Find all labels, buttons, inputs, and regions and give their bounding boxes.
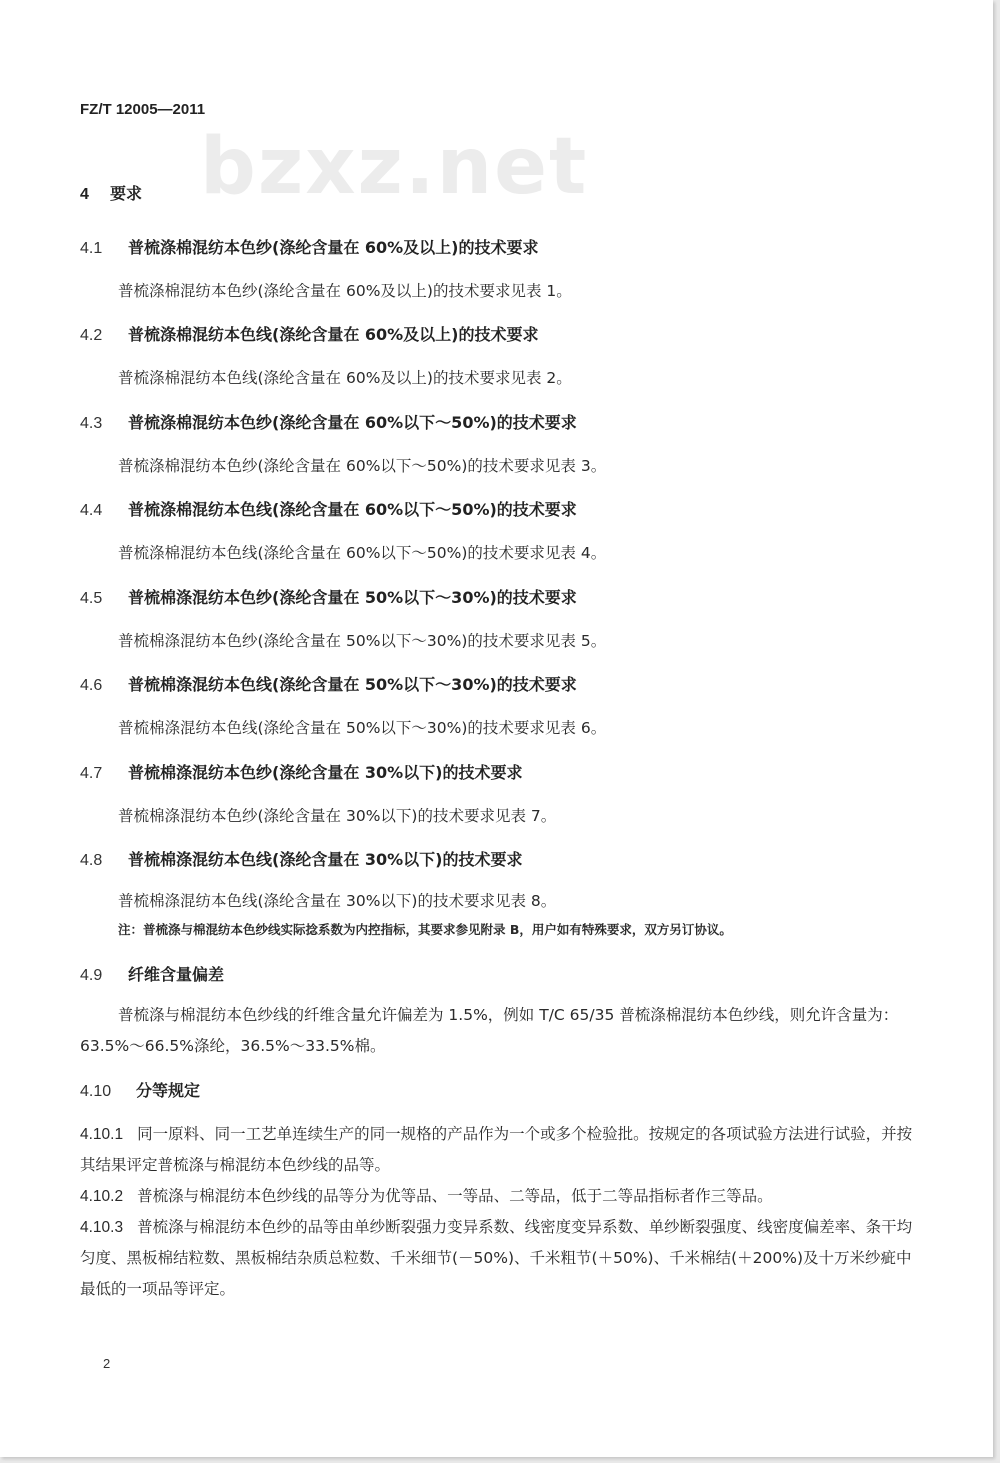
subsection-number: 4.9 — [80, 967, 103, 984]
subsection-number: 4.5 — [80, 590, 103, 607]
subsection-heading — [80, 410, 577, 433]
subsection-number: 4.1 — [80, 240, 103, 257]
section-title: 要求 — [110, 184, 143, 203]
subsection-heading — [80, 235, 539, 258]
subsection-heading — [80, 672, 577, 695]
subsection-title: 普梳棉涤混纺本色纱(涤纶含量在 30%以下)的技术要求 — [128, 763, 523, 782]
watermark: bzxz.net — [200, 122, 589, 212]
subsection-title: 纤维含量偏差 — [128, 965, 225, 984]
subsection-body: 普梳棉涤混纺本色纱(涤纶含量在 50%以下～30%)的技术要求见表 5。 — [118, 632, 607, 650]
subsection-body: 普梳涤棉混纺本色纱(涤纶含量在 60%及以上)的技术要求见表 1。 — [118, 282, 572, 300]
subsection-number: 4.7 — [80, 765, 103, 782]
section-heading-4 — [80, 181, 142, 204]
subsection-body: 普梳涤棉混纺本色纱(涤纶含量在 60%以下～50%)的技术要求见表 3。 — [118, 457, 607, 475]
subsection-body: 普梳棉涤混纺本色线(涤纶含量在 30%以下)的技术要求见表 8。 — [118, 892, 557, 910]
clause-text: 同一原料、同一工艺单连续生产的同一规格的产品作为一个或多个检验批。按规定的各项试验方法进行试验，并按其结果评定普梳涤与棉混纺本色纱线的品等。 — [80, 1125, 913, 1174]
subsection-title: 普梳涤棉混纺本色纱(涤纶含量在 60%以下～50%)的技术要求 — [128, 413, 577, 432]
subsection-heading — [80, 585, 577, 608]
fiber-deviation-paragraph: 普梳涤与棉混纺本色纱线的纤维含量允许偏差为 1.5%，例如 T/C 65/35 普梳涤棉混纺本色纱线，则允许含量为：63.5%～66.5%涤纶，36.5%～33.5%棉。 — [80, 1006, 899, 1055]
clause-text: 普梳涤与棉混纺本色纱的品等由单纱断裂强力变异系数、线密度变异系数、单纱断裂强度、线密度偏差率、条干均匀度、黑板棉结粒数、黑板棉结杂质总粒数、千米细节(－50%)、千米粗节(＋50%)、千米棉结(＋200%)及十万米纱疵中最低的一项品等评定。 — [80, 1218, 913, 1298]
subsection-body: 普梳涤棉混纺本色线(涤纶含量在 60%及以上)的技术要求见表 2。 — [118, 369, 572, 387]
clause-text: 普梳涤与棉混纺本色纱线的品等分为优等品、一等品、二等品，低于二等品指标者作三等品。 — [137, 1187, 773, 1205]
subsection-title: 普梳棉涤混纺本色纱(涤纶含量在 50%以下～30%)的技术要求 — [128, 588, 577, 607]
standard-code: FZ/T 12005—2011 — [80, 101, 206, 118]
subsection-body: 普梳涤棉混纺本色线(涤纶含量在 60%以下～50%)的技术要求见表 4。 — [118, 544, 607, 562]
note-text: 注：普梳涤与棉混纺本色纱线实际捻系数为内控指标，其要求参见附录 B，用户如有特殊要求，双方另订协议。 — [118, 922, 732, 937]
clause-number: 4.10.1 — [80, 1126, 124, 1143]
subsection-heading — [80, 322, 539, 345]
subsection-title: 普梳涤棉混纺本色纱(涤纶含量在 60%及以上)的技术要求 — [128, 238, 539, 257]
subsection-number: 4.3 — [80, 415, 103, 432]
clause-number: 4.10.3 — [80, 1219, 124, 1236]
subsection-heading — [80, 497, 577, 520]
subsection-heading — [80, 1078, 200, 1101]
subsection-number: 4.6 — [80, 677, 103, 694]
section-number: 4 — [80, 186, 89, 203]
subsection-number: 4.8 — [80, 852, 103, 869]
subsection-body: 普梳棉涤混纺本色纱(涤纶含量在 30%以下)的技术要求见表 7。 — [118, 807, 557, 825]
subsection-heading — [80, 847, 523, 870]
subsection-number: 4.10 — [80, 1083, 112, 1100]
subsection-number: 4.4 — [80, 502, 103, 519]
subsection-title: 普梳涤棉混纺本色线(涤纶含量在 60%及以上)的技术要求 — [128, 325, 539, 344]
subsection-title: 分等规定 — [136, 1081, 201, 1100]
subsection-title: 普梳棉涤混纺本色线(涤纶含量在 30%以下)的技术要求 — [128, 850, 523, 869]
clause-number: 4.10.2 — [80, 1188, 124, 1205]
subsection-title: 普梳涤棉混纺本色线(涤纶含量在 60%以下～50%)的技术要求 — [128, 500, 577, 519]
page-number: 2 — [103, 1356, 111, 1371]
subsection-heading — [80, 760, 523, 783]
subsection-number: 4.2 — [80, 327, 103, 344]
clause-4-10-2 — [80, 1181, 920, 1212]
subsection-title: 普梳棉涤混纺本色线(涤纶含量在 50%以下～30%)的技术要求 — [128, 675, 577, 694]
subsection-body: 普梳棉涤混纺本色线(涤纶含量在 50%以下～30%)的技术要求见表 6。 — [118, 719, 607, 737]
clause-4-10-3 — [80, 1212, 920, 1305]
subsection-heading — [80, 962, 224, 985]
clause-4-10-1 — [80, 1119, 920, 1181]
